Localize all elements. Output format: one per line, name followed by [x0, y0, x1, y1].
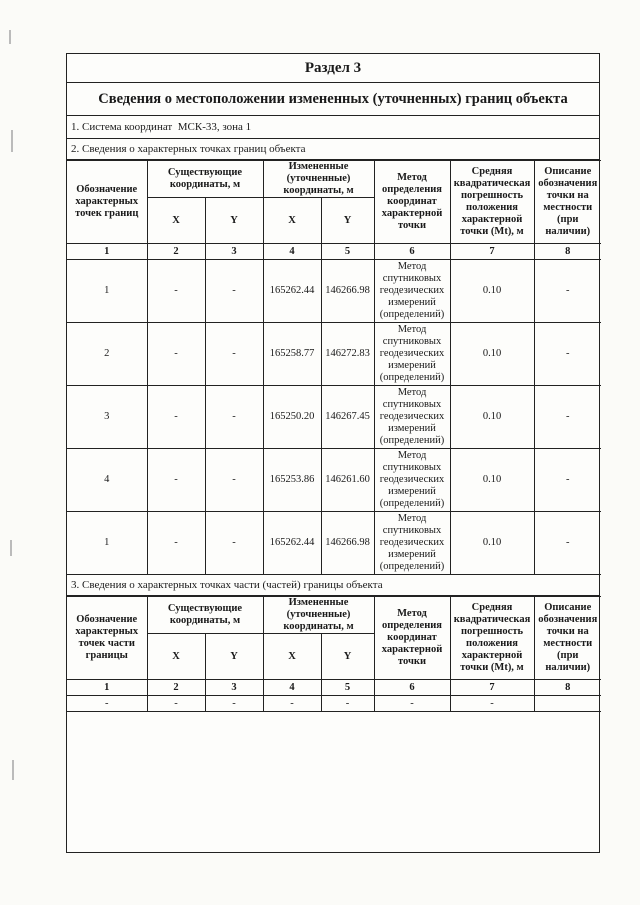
header-method: Метод определения координат характерной точки: [374, 161, 450, 244]
changed-x: 165258.77: [263, 323, 321, 386]
column-number: 1: [67, 680, 147, 696]
coord-system-line: [67, 116, 599, 139]
column-number-row: [67, 244, 601, 260]
existing-x: -: [147, 260, 205, 323]
scan-artifact: [12, 760, 14, 780]
column-number-row: [67, 680, 601, 696]
header-changed-y: Y: [321, 634, 374, 680]
changed-y: 146261.60: [321, 449, 374, 512]
method-cell: Метод спутниковых геодезических измерений (определений): [374, 386, 450, 449]
header-method: Метод определения координат характерной точки: [374, 597, 450, 680]
table-row: [67, 323, 601, 386]
existing-y: -: [205, 512, 263, 575]
header-existing-coords: Существующие координаты, м: [147, 161, 263, 198]
description-cell: -: [534, 512, 601, 575]
changed-y: 146267.45: [321, 386, 374, 449]
column-number: 6: [374, 680, 450, 696]
scan-artifact: [10, 540, 12, 556]
header-existing-x: X: [147, 198, 205, 244]
column-number: 2: [147, 244, 205, 260]
section-title: Раздел 3: [67, 54, 599, 83]
existing-x: -: [147, 512, 205, 575]
header-designation: Обозначение характерных точек части границы: [67, 597, 147, 680]
empty-cell: -: [321, 696, 374, 712]
description-cell: -: [534, 386, 601, 449]
column-number: 3: [205, 244, 263, 260]
column-number: 4: [263, 680, 321, 696]
empty-cell: -: [263, 696, 321, 712]
column-number: 8: [534, 244, 601, 260]
changed-x: 165250.20: [263, 386, 321, 449]
empty-cell: -: [205, 696, 263, 712]
column-number: 3: [205, 680, 263, 696]
method-cell: Метод спутниковых геодезических измерений (определений): [374, 449, 450, 512]
point-id: 4: [67, 449, 147, 512]
empty-cell: [534, 696, 601, 712]
description-cell: -: [534, 449, 601, 512]
column-number: 5: [321, 244, 374, 260]
method-cell: Метод спутниковых геодезических измерений (определений): [374, 512, 450, 575]
document-heading: Сведения о местоположении измененных (уточненных) границ объекта: [67, 83, 599, 116]
point-id: 2: [67, 323, 147, 386]
empty-cell: -: [147, 696, 205, 712]
description-cell: -: [534, 323, 601, 386]
header-changed-coords: Измененные (уточненные) координаты, м: [263, 597, 374, 634]
method-cell: Метод спутниковых геодезических измерений (определений): [374, 323, 450, 386]
boundary-points-table: [67, 160, 601, 575]
changed-y: 146266.98: [321, 260, 374, 323]
column-number: 8: [534, 680, 601, 696]
table-row: [67, 386, 601, 449]
existing-x: -: [147, 323, 205, 386]
header-description: Описание обозначения точки на местности (при наличии): [534, 161, 601, 244]
changed-x: 165262.44: [263, 512, 321, 575]
header-existing-coords: Существующие координаты, м: [147, 597, 263, 634]
error-cell: 0.10: [450, 449, 534, 512]
coord-system-label: 1. Система координат: [71, 121, 173, 133]
empty-cell: -: [67, 696, 147, 712]
column-number: 5: [321, 680, 374, 696]
error-cell: 0.10: [450, 260, 534, 323]
existing-y: -: [205, 260, 263, 323]
table-row: [67, 449, 601, 512]
part3-title: 3. Сведения о характерных точках части (частей) границы объекта: [67, 575, 599, 596]
changed-y: 146272.83: [321, 323, 374, 386]
empty-cell: -: [450, 696, 534, 712]
scan-artifact: [9, 30, 11, 44]
header-changed-y: Y: [321, 198, 374, 244]
scan-artifact: [11, 130, 13, 152]
point-id: 1: [67, 512, 147, 575]
header-existing-x: X: [147, 634, 205, 680]
existing-y: -: [205, 449, 263, 512]
column-number: 6: [374, 244, 450, 260]
header-error: Средняя квадратическая погрешность положения характерной точки (Mt), м: [450, 161, 534, 244]
changed-x: 165253.86: [263, 449, 321, 512]
column-number: 7: [450, 244, 534, 260]
changed-x: 165262.44: [263, 260, 321, 323]
column-number: 1: [67, 244, 147, 260]
table-row: [67, 260, 601, 323]
description-cell: -: [534, 260, 601, 323]
error-cell: 0.10: [450, 386, 534, 449]
point-id: 3: [67, 386, 147, 449]
coord-system-value: МСК-33, зона 1: [177, 121, 252, 133]
header-error: Средняя квадратическая погрешность положения характерной точки (Mt), м: [450, 597, 534, 680]
document-sheet: [66, 53, 600, 853]
existing-y: -: [205, 323, 263, 386]
point-id: 1: [67, 260, 147, 323]
part-boundary-points-table: [67, 596, 601, 712]
error-cell: 0.10: [450, 323, 534, 386]
changed-y: 146266.98: [321, 512, 374, 575]
column-number: 7: [450, 680, 534, 696]
header-designation: Обозначение характерных точек границ: [67, 161, 147, 244]
header-existing-y: Y: [205, 198, 263, 244]
existing-x: -: [147, 449, 205, 512]
error-cell: 0.10: [450, 512, 534, 575]
header-existing-y: Y: [205, 634, 263, 680]
header-changed-x: X: [263, 634, 321, 680]
column-number: 2: [147, 680, 205, 696]
header-changed-coords: Измененные (уточненные) координаты, м: [263, 161, 374, 198]
existing-y: -: [205, 386, 263, 449]
method-cell: Метод спутниковых геодезических измерений (определений): [374, 260, 450, 323]
header-description: Описание обозначения точки на местности (при наличии): [534, 597, 601, 680]
table-row: [67, 512, 601, 575]
empty-cell: -: [374, 696, 450, 712]
header-changed-x: X: [263, 198, 321, 244]
column-number: 4: [263, 244, 321, 260]
existing-x: -: [147, 386, 205, 449]
table-row: [67, 696, 601, 712]
part2-title: 2. Сведения о характерных точках границ объекта: [67, 139, 599, 160]
